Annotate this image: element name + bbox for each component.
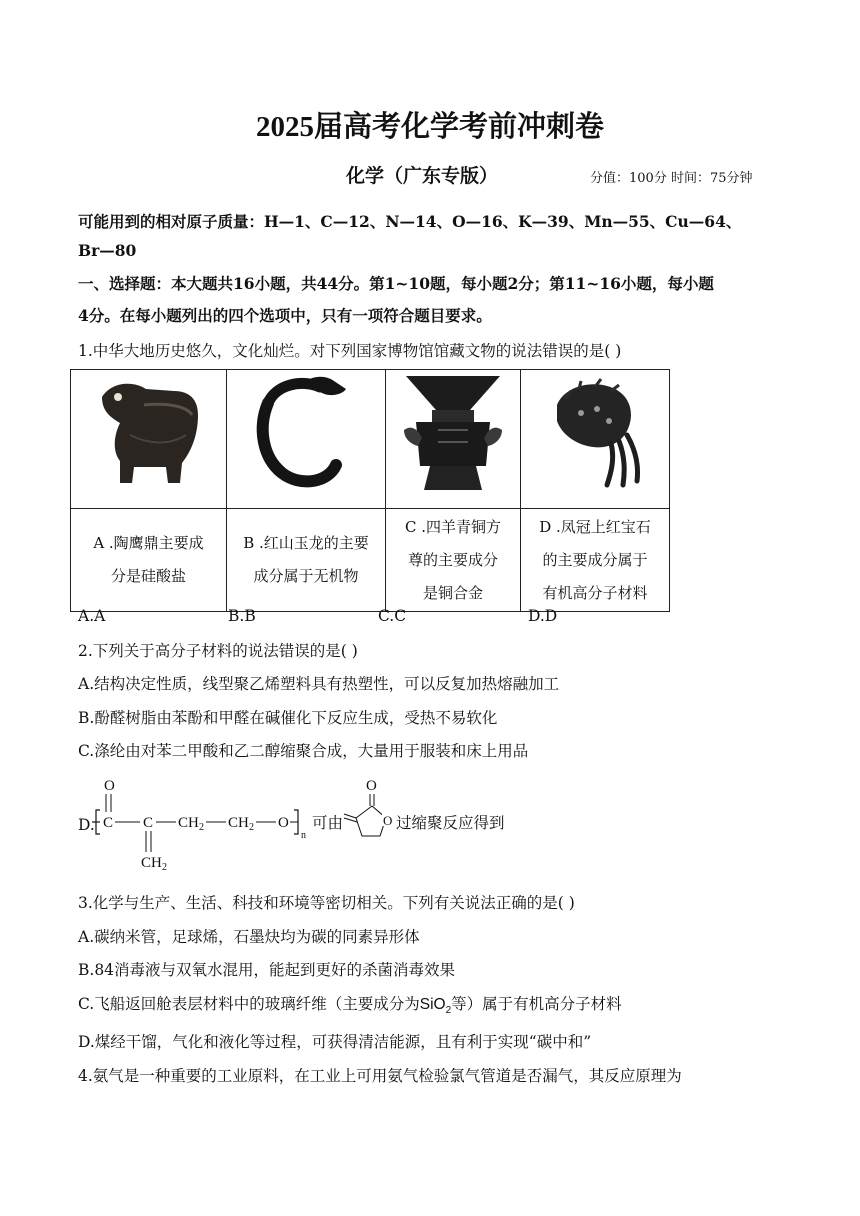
svg-text:2: 2 — [162, 862, 167, 873]
sio2-formula: SiO$_2$ — [419, 996, 452, 1017]
q1-choice-d[interactable]: D.D — [528, 607, 558, 625]
atomic-mass-line-1: 可能用到的相对原子质量：H—1、C—12、N—14、O—16、K—39、Mn—55、Cu—64、 — [78, 212, 742, 231]
q3-option-c[interactable]: C.飞船返回舱表层材料中的玻璃纤维（主要成分为SiO$_2$等）属于有机高分子材料 — [78, 995, 622, 1017]
q1-artifact-table — [70, 369, 670, 612]
q1-choice-b[interactable]: B.B — [228, 607, 256, 625]
phoenix-crown-image — [535, 373, 655, 493]
methylene-label: CH — [141, 855, 162, 871]
q2-option-a[interactable]: A.结构决定性质，线型聚乙烯塑料具有热塑性，可以反复加热熔融加工 — [78, 675, 560, 693]
ring-oxygen-label: O — [383, 813, 393, 828]
q1-choice-c[interactable]: C.C — [378, 607, 407, 625]
q2-option-b[interactable]: B.酚醛树脂由苯酚和甲醛在碱催化下反应生成，受热不易软化 — [78, 709, 498, 727]
bronze-zun-image — [398, 370, 508, 496]
q4-stem: 4.氨气是一种重要的工业原料，在工业上可用氨气检验氯气管道是否漏气，其反应原理为 — [78, 1067, 682, 1085]
eagle-tripod-image — [94, 375, 204, 491]
q2-option-d-suffix: 过缩聚反应得到 — [396, 815, 505, 832]
ch2-group-1-label: CH — [178, 815, 199, 831]
page-subtitle: 化学（广东专版） — [346, 165, 499, 187]
polymer-structure-diagram — [80, 776, 540, 876]
q2-option-d-mid: 可由 — [312, 815, 344, 832]
repeat-unit-n-label: n — [301, 830, 306, 841]
jade-dragon-image — [250, 373, 362, 493]
score-time-info: 分值：100分 时间：75分钟 — [590, 171, 753, 186]
carbonyl-oxygen-label: O — [104, 778, 115, 794]
ch2-group-2-label: CH — [228, 815, 249, 831]
artifact-image-cell-d — [521, 370, 670, 509]
vinylidene-carbon-label: C — [143, 815, 154, 831]
q3-option-b[interactable]: B.84消毒液与双氧水混用，能起到更好的杀菌消毒效果 — [78, 961, 456, 979]
svg-text:2: 2 — [249, 822, 254, 833]
q3-option-d[interactable]: D.煤经干馏，气化和液化等过程，可获得清洁能源，且有利于实现“碳中和” — [78, 1033, 592, 1051]
option-cell-b: B .红山玉龙的主要 成分属于无机物 — [227, 509, 386, 612]
section-heading-line-2: 4分。在每小题列出的四个选项中，只有一项符合题目要求。 — [78, 306, 492, 325]
atomic-mass-line-2: Br—80 — [78, 241, 137, 260]
q3-stem: 3.化学与生产、生活、科技和环境等密切相关。下列有关说法正确的是( ) — [78, 894, 575, 912]
option-cell-a: A .陶鹰鼎主要成 分是硅酸盐 — [71, 509, 227, 612]
ring-carbonyl-oxygen-label: O — [366, 778, 377, 794]
section-heading-line-1: 一、选择题：本大题共16小题，共44分。第1~10题，每小题2分；第11~16小题，每小题 — [78, 274, 714, 293]
option-cell-c: C .四羊青铜方 尊的主要成分 是铜合金 — [386, 509, 521, 612]
q1-stem: 1.中华大地历史悠久，文化灿烂。对下列国家博物馆馆藏文物的说法错误的是( ) — [78, 342, 622, 360]
option-cell-d: D .凤冠上红宝石 的主要成分属于 有机高分子材料 — [521, 509, 670, 612]
q1-choice-a[interactable]: A.A — [78, 607, 106, 625]
artifact-image-cell-c — [386, 370, 521, 509]
svg-text:2: 2 — [199, 822, 204, 833]
q2-option-d-prefix[interactable]: D. — [78, 816, 95, 834]
q2-stem: 2.下列关于高分子材料的说法错误的是( ) — [78, 642, 358, 660]
artifact-image-cell-b — [227, 370, 386, 509]
ether-oxygen-label: O — [278, 815, 289, 831]
q3-option-a[interactable]: A.碳纳米管，足球烯，石墨炔均为碳的同素异形体 — [78, 928, 420, 946]
artifact-image-cell-a — [71, 370, 227, 509]
q2-option-c[interactable]: C.涤纶由对苯二甲酸和乙二醇缩聚合成，大量用于服装和床上用品 — [78, 742, 529, 760]
page-title: 2025届高考化学考前冲刺卷 — [255, 111, 604, 143]
carbonyl-carbon-label: C — [103, 815, 114, 831]
